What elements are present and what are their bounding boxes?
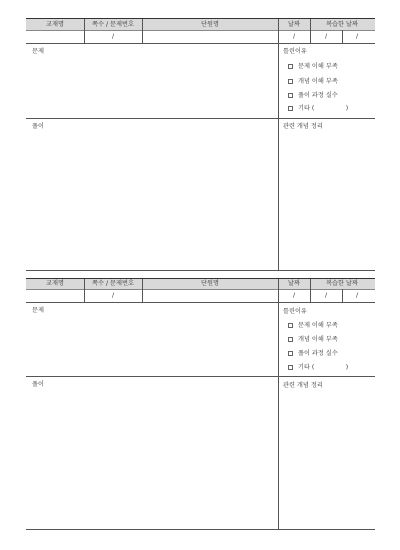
page-problem-header-label: 쪽수 / 문제번호 — [92, 21, 134, 28]
header-col-divider — [278, 279, 279, 302]
checkbox-icon[interactable] — [288, 351, 293, 356]
sheet-top-border — [26, 18, 375, 19]
checkbox-icon[interactable] — [288, 106, 293, 111]
date-header-label: 날짜 — [288, 21, 300, 28]
header-col-divider — [310, 279, 311, 302]
page-problem-field[interactable]: / — [111, 292, 115, 299]
sheet-bottom-border — [26, 529, 375, 530]
header-col-divider — [142, 19, 143, 43]
reason-option[interactable]: 문제 이해 부족 — [288, 322, 338, 330]
review-date-field-2[interactable]: / — [355, 33, 359, 40]
sheet-bottom-border — [26, 270, 375, 271]
header-col-divider — [84, 19, 85, 43]
header-col-divider — [310, 19, 311, 43]
content-col-divider — [278, 43, 279, 270]
review-date-field-2[interactable]: / — [355, 292, 359, 299]
page-problem-field[interactable]: / — [111, 33, 115, 40]
sheet-top-border — [26, 278, 375, 279]
header-bottom-border — [26, 302, 375, 303]
review-date-header-label: 복습한 날짜 — [326, 280, 358, 287]
problem-label: 문제 — [32, 48, 44, 55]
header-bottom-border — [26, 43, 375, 44]
review-date-header-label: 복습한 날짜 — [326, 21, 358, 28]
header-divider — [26, 289, 375, 290]
review-date-field-1[interactable]: / — [324, 292, 328, 299]
reason-option[interactable]: 기타 ( ) — [288, 105, 348, 113]
problem-label: 문제 — [32, 307, 44, 314]
reason-option[interactable]: 개념 이해 부족 — [288, 78, 338, 86]
header-divider — [26, 30, 375, 31]
date-field[interactable]: / — [292, 292, 296, 299]
checkbox-icon[interactable] — [288, 323, 293, 328]
date-header-label: 날짜 — [288, 280, 300, 287]
reason-option[interactable]: 기타 ( ) — [288, 364, 348, 372]
reason-option[interactable]: 풀이 과정 실수 — [288, 350, 338, 358]
header-col-divider — [278, 19, 279, 43]
header-col-divider — [342, 30, 343, 43]
header-col-divider — [342, 289, 343, 302]
date-field[interactable]: / — [292, 33, 296, 40]
checkbox-icon[interactable] — [288, 337, 293, 342]
reason-option[interactable]: 개념 이해 부족 — [288, 336, 338, 344]
unit-header-label: 단원명 — [201, 21, 219, 28]
wrong-reason-label: 틀린이유 — [283, 48, 307, 55]
header-col-divider — [142, 279, 143, 302]
reason-option[interactable]: 문제 이해 부족 — [288, 63, 338, 71]
concept-label: 관련 개념 정리 — [283, 123, 323, 130]
content-col-divider — [278, 302, 279, 529]
checkbox-icon[interactable] — [288, 64, 293, 69]
concept-label: 관련 개념 정리 — [283, 382, 323, 389]
problem-bottom-border — [26, 118, 375, 119]
textbook-header-label: 교재명 — [46, 280, 64, 287]
reason-option[interactable]: 풀이 과정 실수 — [288, 92, 338, 100]
solution-label: 풀이 — [32, 381, 44, 388]
checkbox-icon[interactable] — [288, 365, 293, 370]
review-date-field-1[interactable]: / — [324, 33, 328, 40]
header-col-divider — [84, 279, 85, 302]
page-problem-header-label: 쪽수 / 문제번호 — [92, 280, 134, 287]
checkbox-icon[interactable] — [288, 93, 293, 98]
solution-label: 풀이 — [32, 123, 44, 130]
textbook-header-label: 교재명 — [46, 21, 64, 28]
problem-bottom-border — [26, 376, 375, 377]
wrong-reason-label: 틀린이유 — [283, 308, 307, 315]
unit-header-label: 단원명 — [201, 280, 219, 287]
checkbox-icon[interactable] — [288, 79, 293, 84]
